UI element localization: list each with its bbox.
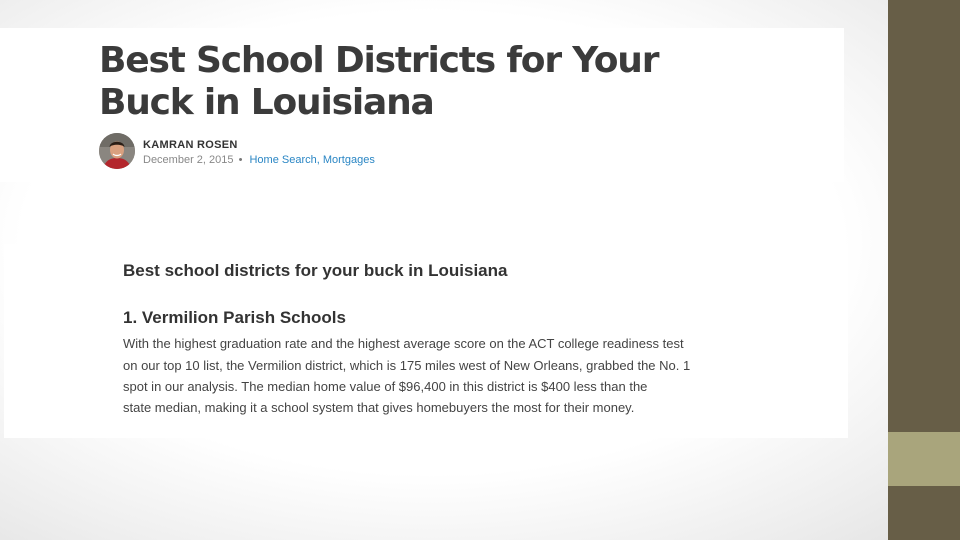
publish-date: December 2, 2015 — [143, 154, 234, 166]
body-line-2: on our top 10 list, the Vermilion district, which is 175 miles west of New Orleans, grabbed the No. 1 — [123, 358, 691, 373]
slide-side-accent — [888, 432, 960, 486]
item-title: 1. Vermilion Parish Schools — [123, 308, 346, 327]
body-line-1: With the highest graduation rate and the highest average score on the ACT college readiness test — [123, 336, 684, 351]
author-name[interactable]: KAMRAN ROSEN — [143, 139, 238, 151]
person-photo-icon — [99, 133, 135, 169]
headline-line-2: Buck in Louisiana — [99, 82, 434, 123]
section-title: Best school districts for your buck in Louisiana — [123, 261, 508, 280]
author-avatar[interactable] — [99, 133, 135, 169]
headline-line-1: Best School Districts for Your — [99, 40, 659, 81]
article-headline — [99, 40, 799, 124]
meta-separator: • — [238, 154, 243, 166]
body-line-3: spot in our analysis. The median home value of $96,400 in this district is $400 less than the — [123, 379, 648, 394]
category-links[interactable]: Home Search, Mortgages — [249, 154, 375, 166]
article-meta — [143, 154, 375, 166]
body-line-4: state median, making it a school system that gives homebuyers the most for their money. — [123, 400, 635, 415]
